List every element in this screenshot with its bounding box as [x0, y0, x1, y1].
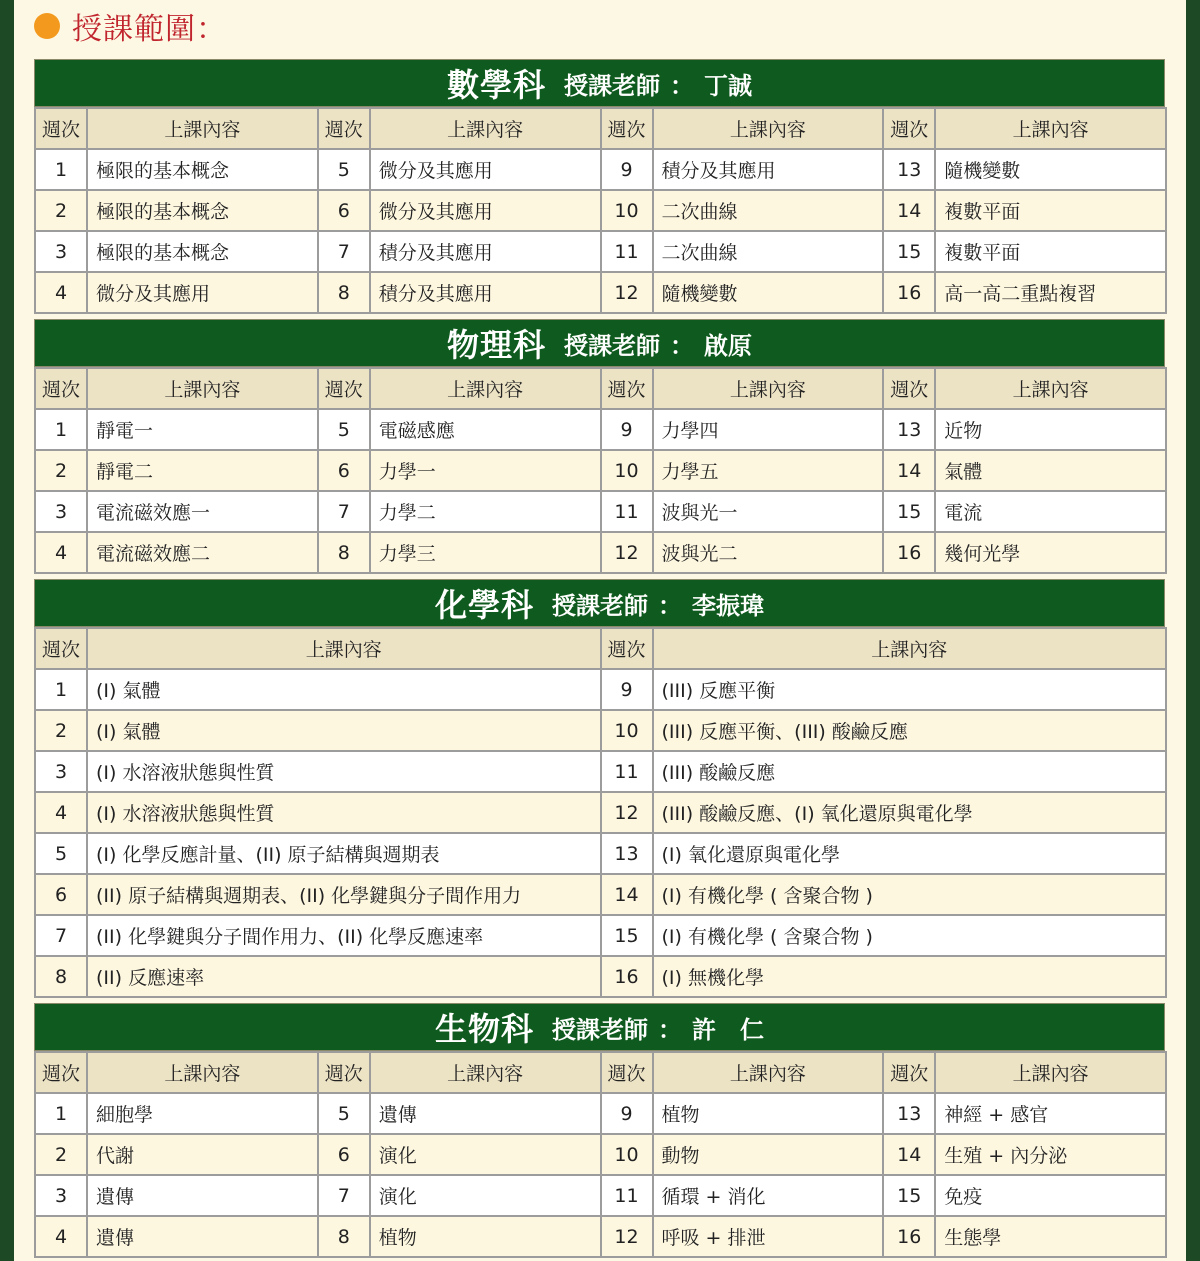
week-number: 1: [35, 409, 87, 450]
week-number: 14: [883, 1134, 935, 1175]
week-number: 10: [601, 190, 653, 231]
week-number: 4: [35, 1216, 87, 1257]
content-header: 上課內容: [87, 368, 318, 409]
week-header: 週次: [883, 108, 935, 149]
table-row: [35, 915, 1166, 956]
week-number: 16: [883, 272, 935, 313]
lesson-content: 複數平面: [935, 190, 1166, 231]
lesson-content: (I) 氧化還原與電化學: [653, 833, 1167, 874]
content-header: 上課內容: [653, 628, 1167, 669]
table-row: [35, 231, 1166, 272]
lesson-content: 極限的基本概念: [87, 231, 318, 272]
lesson-content: 遺傳: [370, 1093, 601, 1134]
lesson-content: 電流磁效應一: [87, 491, 318, 532]
schedule-table: [34, 367, 1167, 574]
lesson-content: 高一高二重點複習: [935, 272, 1166, 313]
week-number: 3: [35, 751, 87, 792]
table-row: [35, 272, 1166, 313]
lesson-content: 極限的基本概念: [87, 149, 318, 190]
header-row: [35, 108, 1166, 149]
teacher-name: 李振瑋: [692, 591, 764, 620]
week-number: 8: [35, 956, 87, 997]
physics-table: [34, 319, 1165, 574]
week-number: 9: [601, 1093, 653, 1134]
lesson-content: (III) 酸鹼反應、(I) 氧化還原與電化學: [653, 792, 1167, 833]
teacher-colon: ：: [670, 331, 694, 360]
week-number: 5: [318, 149, 370, 190]
week-header: 週次: [35, 368, 87, 409]
schedule-table: [34, 107, 1167, 314]
lesson-content: (I) 有機化學 ( 含聚合物 ): [653, 915, 1167, 956]
table-row: [35, 792, 1166, 833]
lesson-content: 免疫: [935, 1175, 1166, 1216]
week-number: 7: [35, 915, 87, 956]
week-number: 5: [318, 409, 370, 450]
lesson-content: 遺傳: [87, 1175, 318, 1216]
content-header: 上課內容: [87, 628, 601, 669]
week-number: 2: [35, 710, 87, 751]
lesson-content: (II) 反應速率: [87, 956, 601, 997]
week-number: 15: [883, 491, 935, 532]
week-number: 12: [601, 792, 653, 833]
week-number: 15: [883, 1175, 935, 1216]
week-number: 7: [318, 231, 370, 272]
week-number: 9: [601, 669, 653, 710]
subject-name: 數學科: [446, 66, 546, 104]
week-number: 2: [35, 190, 87, 231]
lesson-content: 電磁感應: [370, 409, 601, 450]
week-number: 15: [601, 915, 653, 956]
subject-name: 生物科: [434, 1010, 534, 1048]
lesson-content: 演化: [370, 1134, 601, 1175]
table-row: [35, 833, 1166, 874]
week-number: 11: [601, 491, 653, 532]
content-header: 上課內容: [935, 368, 1166, 409]
week-number: 13: [883, 149, 935, 190]
teacher-colon: ：: [670, 71, 694, 100]
subject-name: 化學科: [434, 586, 534, 624]
week-header: 週次: [601, 1052, 653, 1093]
week-number: 14: [883, 190, 935, 231]
week-number: 11: [601, 1175, 653, 1216]
week-number: 3: [35, 491, 87, 532]
week-number: 8: [318, 272, 370, 313]
week-number: 2: [35, 1134, 87, 1175]
week-number: 9: [601, 409, 653, 450]
week-number: 5: [318, 1093, 370, 1134]
table-row: [35, 1216, 1166, 1257]
content-header: 上課內容: [370, 108, 601, 149]
table-row: [35, 149, 1166, 190]
week-header: 週次: [318, 1052, 370, 1093]
week-header: 週次: [601, 628, 653, 669]
lesson-content: 靜電二: [87, 450, 318, 491]
lesson-content: (I) 氣體: [87, 710, 601, 751]
lesson-content: 細胞學: [87, 1093, 318, 1134]
week-number: 13: [883, 409, 935, 450]
week-header: 週次: [883, 368, 935, 409]
table-row: [35, 450, 1166, 491]
lesson-content: 積分及其應用: [370, 231, 601, 272]
subject-header: [34, 319, 1165, 367]
lesson-content: 微分及其應用: [370, 149, 601, 190]
table-row: [35, 190, 1166, 231]
week-header: 週次: [883, 1052, 935, 1093]
table-row: [35, 751, 1166, 792]
content-header: 上課內容: [935, 1052, 1166, 1093]
lesson-content: 波與光二: [653, 532, 884, 573]
table-row: [35, 1134, 1166, 1175]
table-row: [35, 1175, 1166, 1216]
lesson-content: 電流磁效應二: [87, 532, 318, 573]
content-header: 上課內容: [653, 1052, 884, 1093]
table-row: [35, 409, 1166, 450]
week-number: 8: [318, 532, 370, 573]
week-number: 12: [601, 1216, 653, 1257]
week-number: 6: [35, 874, 87, 915]
week-number: 13: [601, 833, 653, 874]
week-number: 4: [35, 792, 87, 833]
week-header: 週次: [318, 108, 370, 149]
week-number: 10: [601, 710, 653, 751]
lesson-content: (I) 水溶液狀態與性質: [87, 751, 601, 792]
content-header: 上課內容: [370, 1052, 601, 1093]
week-header: 週次: [601, 108, 653, 149]
section-title: [34, 6, 227, 46]
week-number: 8: [318, 1216, 370, 1257]
lesson-content: 二次曲線: [653, 190, 884, 231]
teacher-name: 啟原: [704, 331, 752, 360]
lesson-content: 複數平面: [935, 231, 1166, 272]
page: [14, 0, 1186, 1261]
teacher-colon: ：: [658, 1015, 682, 1044]
lesson-content: 植物: [370, 1216, 601, 1257]
schedule-table: [34, 627, 1167, 998]
week-number: 14: [601, 874, 653, 915]
lesson-content: (II) 原子結構與週期表、(II) 化學鍵與分子間作用力: [87, 874, 601, 915]
table-row: [35, 491, 1166, 532]
lesson-content: 力學四: [653, 409, 884, 450]
table-row: [35, 956, 1166, 997]
week-number: 6: [318, 190, 370, 231]
week-number: 3: [35, 1175, 87, 1216]
week-number: 15: [883, 231, 935, 272]
teacher-name: 丁誠: [704, 71, 752, 100]
content-header: 上課內容: [87, 108, 318, 149]
table-row: [35, 874, 1166, 915]
lesson-content: 隨機變數: [653, 272, 884, 313]
lesson-content: 生殖 + 內分泌: [935, 1134, 1166, 1175]
week-number: 16: [883, 532, 935, 573]
lesson-content: 植物: [653, 1093, 884, 1134]
lesson-content: 隨機變數: [935, 149, 1166, 190]
lesson-content: 二次曲線: [653, 231, 884, 272]
lesson-content: (III) 反應平衡、(III) 酸鹼反應: [653, 710, 1167, 751]
week-number: 4: [35, 532, 87, 573]
lesson-content: (III) 反應平衡: [653, 669, 1167, 710]
lesson-content: (I) 有機化學 ( 含聚合物 ): [653, 874, 1167, 915]
lesson-content: 微分及其應用: [87, 272, 318, 313]
week-header: 週次: [35, 1052, 87, 1093]
lesson-content: 呼吸 + 排泄: [653, 1216, 884, 1257]
lesson-content: 電流: [935, 491, 1166, 532]
teacher-label: 授課老師: [564, 331, 660, 360]
lesson-content: (I) 化學反應計量、(II) 原子結構與週期表: [87, 833, 601, 874]
week-number: 16: [601, 956, 653, 997]
content-header: 上課內容: [87, 1052, 318, 1093]
week-number: 10: [601, 1134, 653, 1175]
table-row: [35, 710, 1166, 751]
header-row: [35, 628, 1166, 669]
subject-header: [34, 59, 1165, 107]
subject-name: 物理科: [446, 326, 546, 364]
math-table: [34, 59, 1165, 314]
lesson-content: 力學一: [370, 450, 601, 491]
subject-header: [34, 579, 1165, 627]
week-number: 12: [601, 272, 653, 313]
chemistry-table: [34, 579, 1165, 998]
week-number: 11: [601, 231, 653, 272]
content-header: 上課內容: [370, 368, 601, 409]
week-number: 1: [35, 149, 87, 190]
section-title-text: 授課範圍：: [72, 12, 227, 47]
table-row: [35, 532, 1166, 573]
week-number: 9: [601, 149, 653, 190]
header-row: [35, 1052, 1166, 1093]
week-number: 1: [35, 669, 87, 710]
teacher-label: 授課老師: [564, 71, 660, 100]
week-number: 5: [35, 833, 87, 874]
lesson-content: 力學二: [370, 491, 601, 532]
lesson-content: 微分及其應用: [370, 190, 601, 231]
week-number: 1: [35, 1093, 87, 1134]
lesson-content: 極限的基本概念: [87, 190, 318, 231]
week-number: 16: [883, 1216, 935, 1257]
table-row: [35, 1093, 1166, 1134]
header-row: [35, 368, 1166, 409]
lesson-content: 積分及其應用: [653, 149, 884, 190]
subject-header: [34, 1003, 1165, 1051]
lesson-content: (III) 酸鹼反應: [653, 751, 1167, 792]
week-number: 12: [601, 532, 653, 573]
lesson-content: 神經 + 感官: [935, 1093, 1166, 1134]
lesson-content: 力學五: [653, 450, 884, 491]
lesson-content: (II) 化學鍵與分子間作用力、(II) 化學反應速率: [87, 915, 601, 956]
week-number: 6: [318, 1134, 370, 1175]
lesson-content: 遺傳: [87, 1216, 318, 1257]
biology-table: [34, 1003, 1165, 1258]
week-header: 週次: [35, 628, 87, 669]
week-number: 7: [318, 491, 370, 532]
week-number: 2: [35, 450, 87, 491]
lesson-content: 代謝: [87, 1134, 318, 1175]
week-number: 10: [601, 450, 653, 491]
lesson-content: (I) 氣體: [87, 669, 601, 710]
week-header: 週次: [35, 108, 87, 149]
lesson-content: 幾何光學: [935, 532, 1166, 573]
content-header: 上課內容: [653, 368, 884, 409]
week-number: 6: [318, 450, 370, 491]
lesson-content: 近物: [935, 409, 1166, 450]
content-header: 上課內容: [935, 108, 1166, 149]
bullet-dot-icon: [34, 13, 60, 39]
teacher-label: 授課老師: [552, 591, 648, 620]
week-number: 4: [35, 272, 87, 313]
content-header: 上課內容: [653, 108, 884, 149]
teacher-colon: ：: [658, 591, 682, 620]
lesson-content: (I) 水溶液狀態與性質: [87, 792, 601, 833]
week-header: 週次: [601, 368, 653, 409]
lesson-content: (I) 無機化學: [653, 956, 1167, 997]
week-number: 3: [35, 231, 87, 272]
table-row: [35, 669, 1166, 710]
lesson-content: 演化: [370, 1175, 601, 1216]
lesson-content: 靜電一: [87, 409, 318, 450]
teacher-name: 許 仁: [692, 1015, 764, 1044]
lesson-content: 力學三: [370, 532, 601, 573]
lesson-content: 波與光一: [653, 491, 884, 532]
week-number: 11: [601, 751, 653, 792]
week-number: 13: [883, 1093, 935, 1134]
lesson-content: 氣體: [935, 450, 1166, 491]
lesson-content: 動物: [653, 1134, 884, 1175]
lesson-content: 循環 + 消化: [653, 1175, 884, 1216]
teacher-label: 授課老師: [552, 1015, 648, 1044]
week-number: 14: [883, 450, 935, 491]
lesson-content: 生態學: [935, 1216, 1166, 1257]
lesson-content: 積分及其應用: [370, 272, 601, 313]
week-number: 7: [318, 1175, 370, 1216]
schedule-table: [34, 1051, 1167, 1258]
week-header: 週次: [318, 368, 370, 409]
